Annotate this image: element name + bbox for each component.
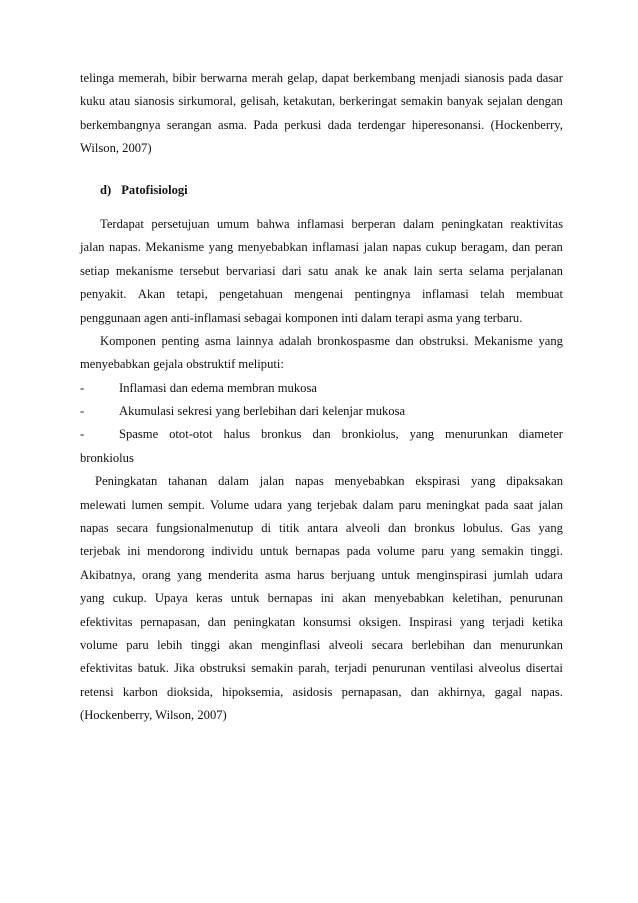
list-item — [80, 423, 563, 446]
text-line: yang cukup. Upaya keras untuk bernapas ini akan menyebabkan keletihan, penurunan — [80, 591, 563, 606]
text-line: Wilson, 2007) — [80, 141, 152, 156]
list-dash: - — [80, 427, 85, 442]
text-line: retensi karbon dioksida, hipoksemia, asidosis pernapasan, dan akhirnya, gagal napas. — [80, 684, 563, 699]
section-marker: d) — [100, 182, 112, 197]
paragraph-clinical-signs — [80, 67, 563, 161]
list-item — [80, 400, 563, 423]
text-line: setiap mekanisme tersebut bervariasi dari satu anak ke anak lain serta selama perjalanan — [80, 263, 563, 278]
list-dash: - — [80, 380, 85, 395]
text-line: efektivitas batuk. Jika obstruksi semakin parah, terjadi penurunan ventilasi alveolus disertai — [80, 661, 563, 676]
text-line: menyebabkan gejala obstruktif meliputi: — [80, 357, 284, 372]
text-line: terjebak ini mendorong individu untuk bernapas pada volume paru yang semakin tinggi. — [80, 544, 563, 559]
section-title: Patofisiologi — [121, 182, 188, 197]
text-line: (Hockenberry, Wilson, 2007) — [80, 708, 227, 723]
text-line: Peningkatan tahanan dalam jalan napas menyebabkan ekspirasi yang dipaksakan — [95, 474, 563, 489]
list-item-text: Inflamasi dan edema membran mukosa — [119, 380, 317, 395]
paragraph-inflammation — [80, 213, 563, 330]
bullet-list — [80, 377, 563, 471]
list-dash: - — [80, 404, 85, 419]
section-heading — [80, 179, 563, 202]
text-line: efektivitas pernapasan, dan peningkatan konsumsi oksigen. Inspirasi yang terjadi ketika — [80, 614, 563, 629]
paragraph-airway-resistance — [80, 470, 563, 727]
text-line: melewati lumen sempit. Volume udara yang terjebak dalam paru meningkat pada saat jalan — [80, 497, 563, 512]
text-line: kuku atau sianosis sirkumoral, gelisah, ketakutan, berkeringat semakin banyak sejalan dengan — [80, 94, 563, 109]
text-line: penyakit. Akan tetapi, pengetahuan mengenai pentingnya inflamasi telah membuat — [80, 287, 563, 302]
document-page — [80, 67, 563, 728]
list-item-text: Spasme otot-otot halus bronkus dan bronkiolus, yang menurunkan diameter — [119, 427, 563, 442]
text-line: Akibatnya, orang yang menderita asma harus berjuang untuk menginspirasi jumlah udara — [80, 567, 563, 582]
text-line: volume paru lebih tinggi akan menginflasi alveoli secara berlebihan dan menurunkan — [80, 637, 563, 652]
text-line: napas secara fungsionalmenutup di titik antara alveoli dan bronkus lobulus. Gas yang — [80, 521, 563, 536]
text-line: Terdapat persetujuan umum bahwa inflamasi berperan dalam peningkatan reaktivitas — [100, 216, 563, 231]
paragraph-bronchospasm — [80, 330, 563, 377]
text-line: berkembangnya serangan asma. Pada perkusi dada terdengar hiperesonansi. (Hockenberry, — [80, 117, 563, 132]
text-line: Komponen penting asma lainnya adalah bronkospasme dan obstruksi. Mekanisme yang — [100, 333, 563, 348]
text-line: jalan napas. Mekanisme yang menyebabkan inflamasi jalan napas cukup beragam, dan peran — [80, 240, 563, 255]
list-item — [80, 377, 563, 400]
list-item-continuation: bronkiolus — [80, 450, 134, 465]
list-item-text: Akumulasi sekresi yang berlebihan dari kelenjar mukosa — [119, 404, 406, 419]
text-line: telinga memerah, bibir berwarna merah gelap, dapat berkembang menjadi sianosis pada dasar — [80, 71, 563, 85]
text-line: penggunaan agen anti-inflamasi sebagai komponen inti dalam terapi asma yang terbaru. — [80, 310, 523, 325]
